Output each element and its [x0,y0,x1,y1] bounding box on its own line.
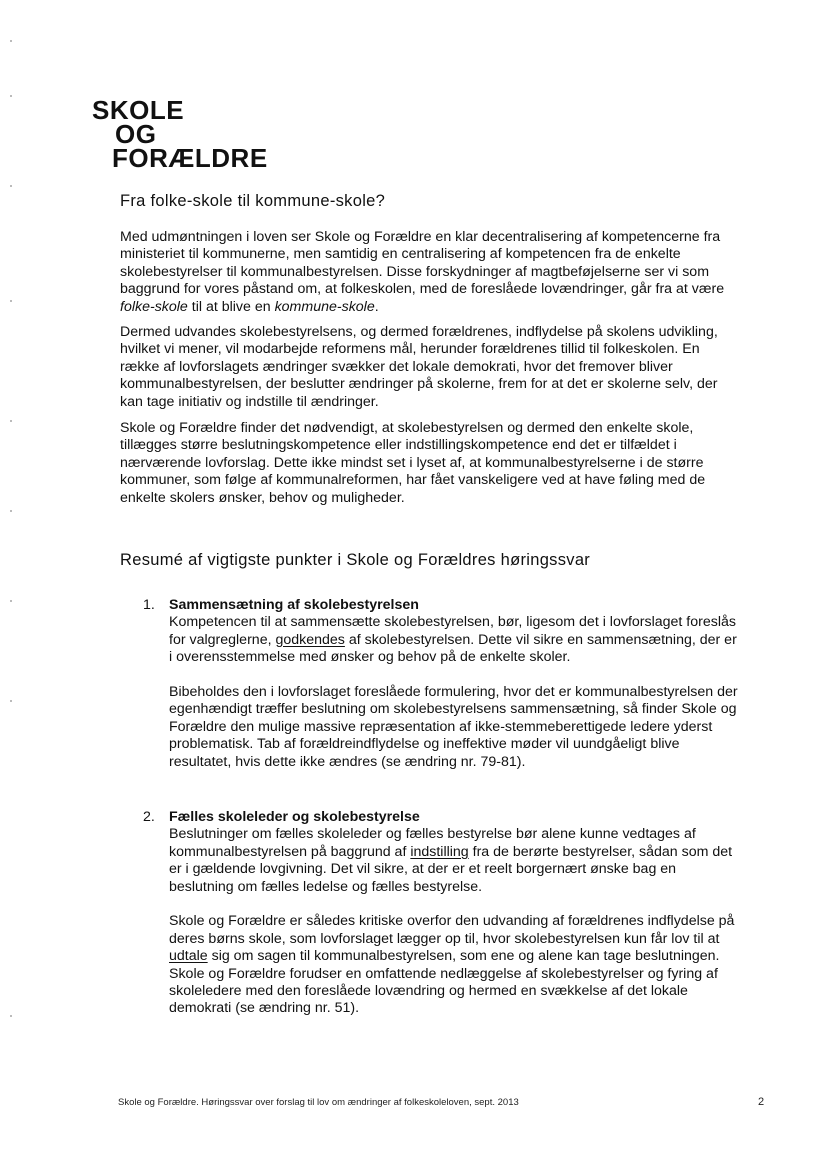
emphasis-kommune-skole: kommune-skole [274,298,375,315]
list-item-paragraph: Bibeholdes den i lovforslaget foreslåede formulering, hvor det er kommunalbestyrelsen der egenhændigt træffer beslutning om skolebestyrelsens sammensætning, så finder Skole og Forældre den mulige massive repræsentation af ikke-stemmeberettigede ledere yderst problematisk. Tab af forældreindflydelse og ineffektive møder vil uundgåeligt blive resultatet, hvis dette ikke ændres (se ændring nr. 79-81). [169,684,738,770]
list-item-title: Sammensætning af skolebestyrelsen [169,597,419,613]
underlined-godkendes: godkendes [275,631,345,648]
list-item-paragraph: Beslutninger om fælles skoleleder og fælles bestyrelse bør alene kunne vedtages af kommunalbestyrelsen på baggrund af indstilling fra de berørte bestyrelser, sådan som det er i gældende lovgivning. Det vil sikre, at der er et reelt borgernært ønske bag en beslutning om fælles ledelse og fælles bestyrelse. [169,826,733,895]
list-number: 1. [143,597,155,613]
paragraph-noedvendigt: Skole og Forældre finder det nødvendigt, at skolebestyrelsen og dermed den enkelte skole, tillægges større beslutningskompetence eller indstillingskompetence end det er tilfældet i nærværende lovforslag. Dette ikke mindst set i lyset af, at kommunalbestyrelserne i de større kommuner, som følge af kommunalreformen, har fået vanskeligere ved at have føling med de enkelte skolers ønsker, behov og muligheder. [120,420,706,506]
list-number: 2. [143,809,155,825]
section-heading-resume: Resumé af vigtigste punkter i Skole og Forældres høringssvar [120,551,591,569]
underlined-udtale: udtale [169,948,208,965]
paragraph-decentralisering: Med udmøntningen i loven ser Skole og Forældre en klar decentralisering af kompetencerne fra ministeriet til kommunerne, men samtidig en centralisering af kompetencen fra de enkelte skolebestyrelser til kommunalbestyrelsen. Disse forskydninger af magtbeføjelserne ser vi som baggrund for vores påstand om, at folkeskolen, med de foreslåede lovændringer, går fra at være folke-skole til at blive en kommune-skole. [120,229,725,315]
section-heading-folke-skole: Fra folke-skole til kommune-skole? [120,192,386,210]
logo-line-foraeldre: FORÆLDRE [112,143,268,173]
paragraph-udvandes: Dermed udvandes skolebestyrelsens, og dermed forældrenes, indflydelse på skolens udvikling, hvilket vi mener, vil modarbejde reformens mål, herunder forældrenes tillid til folkeskolen. En række af lovforslagets ændringer svækker det lokale demokrati, hvor det fremover bliver kommunalbestyrelsen, der beslutter ændringer på skolerne, frem for at det er skolerne selv, der kan tage initiativ og indstille til ændringer. [120,324,718,410]
list-item-title: Fælles skoleleder og skolebestyrelse [169,809,420,825]
page-footer: Skole og Forældre. Høringssvar over forslag til lov om ændringer af folkeskoleloven, sept. 2013 [118,1097,519,1108]
underlined-indstilling: indstilling [410,843,469,860]
list-item-sammensaetning [143,597,743,771]
page-number: 2 [758,1096,765,1108]
list-item-paragraph: Kompetencen til at sammensætte skolebestyrelsen, bør, ligesom det i lovforslaget foreslås for valgreglerne, godkendes af skolebestyrelsen. Dette vil sikre en sammensætning, der er i overensstemmelse med ønsker og behov på de enkelte skoler. [169,614,737,666]
list-item-faelles-skoleleder [143,809,743,1018]
logo-line-og: OG [115,119,157,149]
list-item-paragraph: Skole og Forældre er således kritiske overfor den udvanding af forældrenes indflydelse på deres børns skole, som lovforslaget lægger op til, hvor skolebestyrelsen kun får lov til at udtale sig om sagen til kommunalbestyrelsen, som ene og alene kan tage beslutningen. Skole og Forældre forudser en omfattende nedlæggelse af skolebestyrelser og fyring af skoleledere med den foreslåede lovændring og hermed en svækkelse af det lokale demokrati (se ændring nr. 51). [169,913,735,1017]
emphasis-folke-skole: folke-skole [120,298,188,315]
logo-line-skole: SKOLE [92,95,185,125]
